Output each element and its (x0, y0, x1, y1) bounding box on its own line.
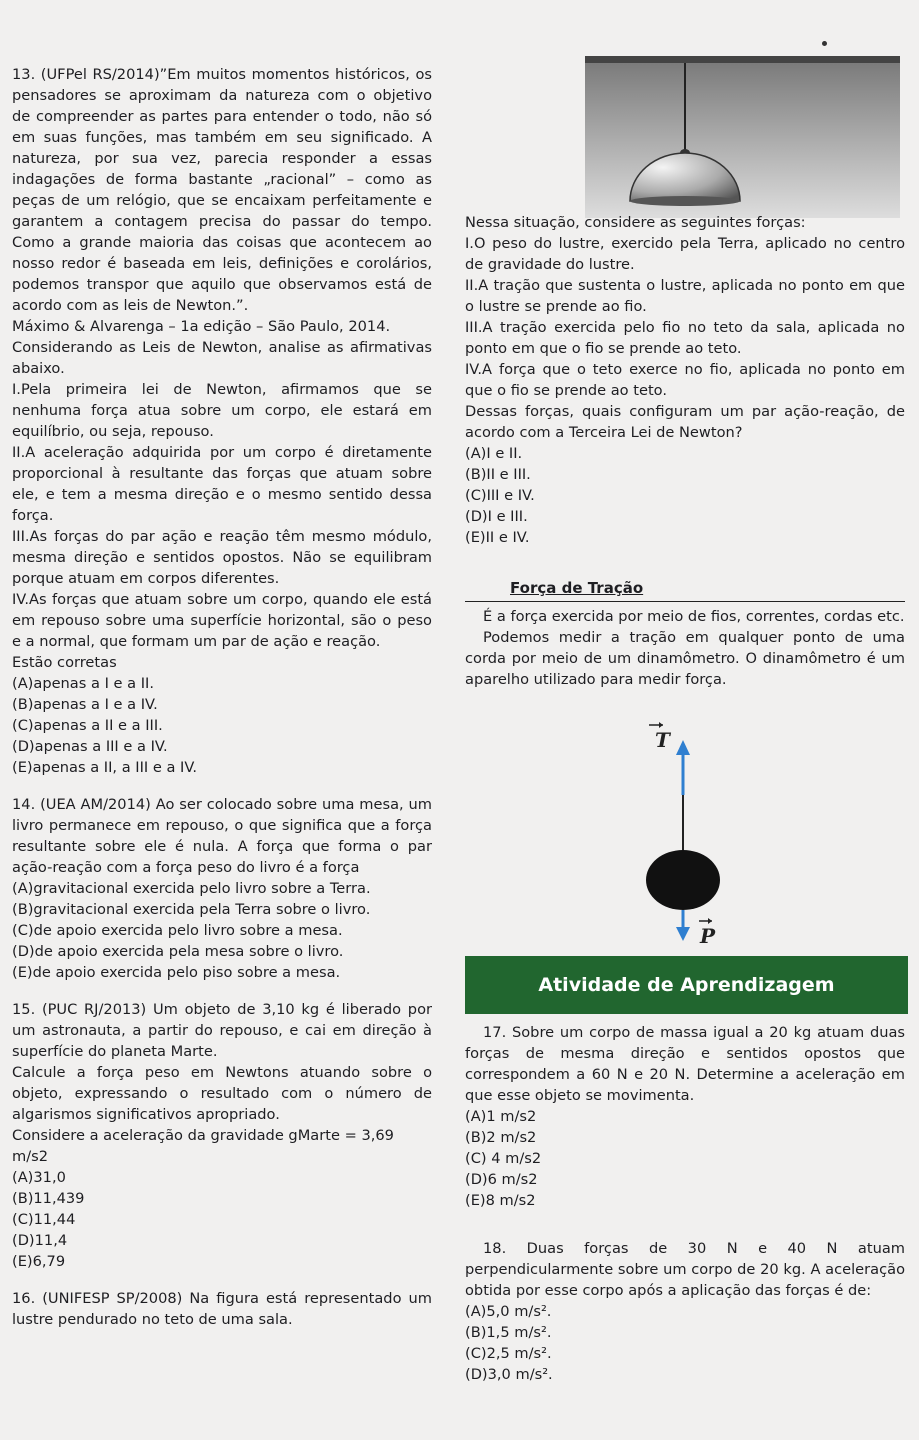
q13-text: 13. (UFPel RS/2014)”Em muitos momentos históricos, os pensadores se aproximam da natureza com o objetivo de compreender as partes para entender o todo, não só em suas funções, mas também em seu significado. A natureza, por sua vez, parecia responder a essas indagações de forma bastante „racional” – como as peças de um relógio, que se encaixam perfeitamente e garantem a contagem precisa do passar do tempo. Como a grande maioria das coisas que acontecem ao nosso redor é baseada em leis, definições e corolários, podemos transpor que aquilo que observamos está de acordo com as leis de Newton.”. (12, 66, 432, 314)
q18-block (465, 1238, 905, 1385)
q15-option-c: (C)11,44 (12, 1211, 76, 1228)
lamp-figure (585, 56, 900, 218)
q13-option-d: (D)apenas a III e a IV. (12, 738, 168, 755)
tension-section (465, 578, 905, 690)
q16-option-e: (E)II e IV. (465, 529, 530, 546)
hanging-mass (646, 850, 720, 910)
q13-statement: II.A aceleração adquirida por um corpo é diretamente proporcional à resultante das forças que atuam sobre ele, e tem a mesma direção e o mesmo sentido dessa força. (12, 444, 432, 524)
q18-option-d: (D)3,0 m/s². (465, 1366, 553, 1383)
lamp-rim (630, 196, 740, 206)
q15-option-e: (E)6,79 (12, 1253, 66, 1270)
weight-arrowhead (676, 927, 690, 941)
q16-force: I.O peso do lustre, exercido pela Terra, aplicado no centro de gravidade do lustre. (465, 235, 905, 273)
tension-arrowhead (676, 740, 690, 755)
tension-measurement: Podemos medir a tração em qualquer ponto de uma corda por meio de um dinamômetro. O dinamômetro é um aparelho utilizado para medir força. (465, 629, 905, 688)
tension-title: Força de Tração (510, 579, 644, 597)
weight-label: P (700, 924, 716, 948)
q15-option-d: (D)11,4 (12, 1232, 68, 1249)
q13-statement: III.As forças do par ação e reação têm mesmo módulo, mesma direção e sentidos opostos. Não se equilibram porque atuam em corpos diferentes. (12, 528, 432, 587)
q16-question: Dessas forças, quais configuram um par ação-reação, de acordo com a Terceira Lei de Newton? (465, 403, 905, 441)
ceiling (585, 56, 900, 63)
q17-block (465, 1022, 905, 1211)
speck (822, 41, 827, 46)
q15-option-b: (B)11,439 (12, 1190, 85, 1207)
q15-gravity: Considere a aceleração da gravidade gMarte = 3,69 m/s2 (12, 1127, 394, 1165)
q15-text: 15. (PUC RJ/2013) Um objeto de 3,10 kg é liberado por um astronauta, a partir do repouso, e cai em direção à superfície do planeta Marte. (12, 1001, 432, 1060)
q13-source: Máximo & Alvarenga – 1a edição – São Paulo, 2014. (12, 318, 391, 335)
q16-text: 16. (UNIFESP SP/2008) Na figura está representado um lustre pendurado no teto de uma sala. (12, 1290, 432, 1328)
q14-option-b: (B)gravitacional exercida pela Terra sobre o livro. (12, 901, 371, 918)
q13-lead: Estão corretas (12, 654, 117, 671)
q17-option-b: (B)2 m/s2 (465, 1129, 537, 1146)
q13-statement: I.Pela primeira lei de Newton, afirmamos que se nenhuma força atua sobre um corpo, ele estará em equilíbrio, ou seja, repouso. (12, 381, 432, 440)
q17-text: 17. Sobre um corpo de massa igual a 20 kg atuam duas forças de mesma direção e sentidos opostos que correspondem a 60 N e 20 N. Determine a aceleração em que esse objeto se movimenta. (465, 1024, 905, 1104)
q13-statement: IV.As forças que atuam sobre um corpo, quando ele está em repouso sobre uma superfície horizontal, são o peso e a normal, que formam um par de ação e reação. (12, 591, 432, 650)
tension-label: T (655, 728, 670, 752)
q16-option-c: (C)III e IV. (465, 487, 535, 504)
q13-option-b: (B)apenas a I e a IV. (12, 696, 158, 713)
q13-option-e: (E)apenas a II, a III e a IV. (12, 759, 198, 776)
q17-option-a: (A)1 m/s2 (465, 1108, 537, 1125)
q16-force: IV.A força que o teto exerce no fio, aplicada no ponto em que o fio se prende ao teto. (465, 361, 905, 399)
q14-option-d: (D)de apoio exercida pela mesa sobre o livro. (12, 943, 344, 960)
q13-option-a: (A)apenas a I e a II. (12, 675, 154, 692)
q13-option-c: (C)apenas a II e a III. (12, 717, 163, 734)
q16-situation: Nessa situação, considere as seguintes forças: (465, 214, 806, 231)
tension-divider (465, 601, 905, 602)
q14-option-c: (C)de apoio exercida pelo livro sobre a mesa. (12, 922, 343, 939)
q16-force: III.A tração exercida pelo fio no teto da sala, aplicada no ponto em que o fio se prende ao teto. (465, 319, 905, 357)
q15-prompt: Calcule a força peso em Newtons atuando sobre o objeto, expressando o resultado com o número de algarismos significativos apropriado. (12, 1064, 432, 1123)
q17-option-e: (E)8 m/s2 (465, 1192, 536, 1209)
force-diagram (620, 715, 770, 950)
q13-prompt: Considerando as Leis de Newton, analise as afirmativas abaixo. (12, 339, 432, 377)
q15-option-a: (A)31,0 (12, 1169, 66, 1186)
q14-option-e: (E)de apoio exercida pelo piso sobre a mesa. (12, 964, 341, 981)
q14-option-a: (A)gravitacional exercida pelo livro sobre a Terra. (12, 880, 371, 897)
left-column (12, 64, 432, 1330)
activity-banner: Atividade de Aprendizagem (465, 956, 908, 1014)
q17-option-c: (C) 4 m/s2 (465, 1150, 542, 1167)
q14-text: 14. (UEA AM/2014) Ao ser colocado sobre uma mesa, um livro permanece em repouso, o que significa que a força resultante sobre ele é nula. A força que forma o par ação-reação com a força peso do livro é a força (12, 796, 432, 876)
tension-definition: É a força exercida por meio de fios, correntes, cordas etc. (483, 608, 905, 625)
q16-block (465, 212, 905, 548)
q18-option-b: (B)1,5 m/s². (465, 1324, 552, 1341)
q18-option-c: (C)2,5 m/s². (465, 1345, 552, 1362)
q17-option-d: (D)6 m/s2 (465, 1171, 538, 1188)
q16-force: II.A tração que sustenta o lustre, aplicada no ponto em que o lustre se prende ao fio. (465, 277, 905, 315)
q18-text: 18. Duas forças de 30 N e 40 N atuam perpendicularmente sobre um corpo de 20 kg. A aceleração obtida por esse corpo após a aplicação das forças é de: (465, 1240, 905, 1299)
q16-option-a: (A)I e II. (465, 445, 523, 462)
q18-option-a: (A)5,0 m/s². (465, 1303, 552, 1320)
q16-option-b: (B)II e III. (465, 466, 531, 483)
q16-option-d: (D)I e III. (465, 508, 528, 525)
